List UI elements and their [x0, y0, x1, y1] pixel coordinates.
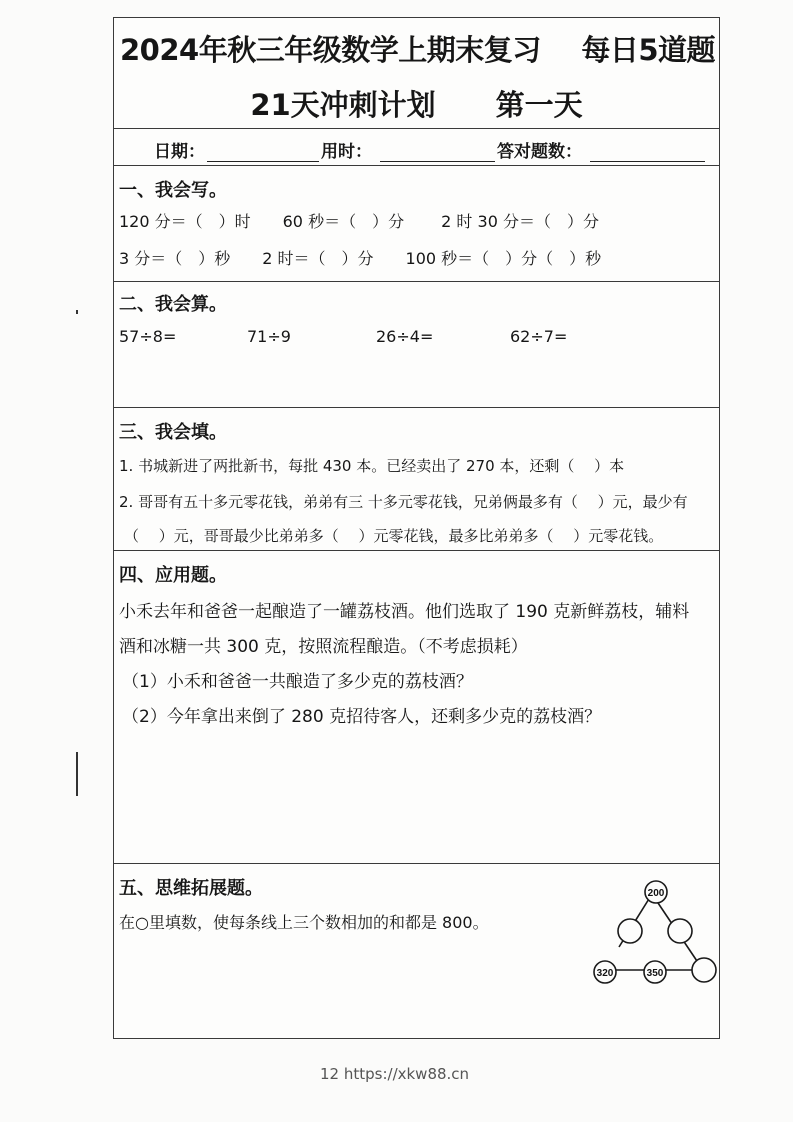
worksheet	[113, 17, 720, 1039]
section-fill	[114, 408, 719, 551]
circle-bottom-left-value: 320	[596, 968, 614, 979]
question-line: 120 分＝（ ）时 60 秒＝（ ）分 2 时 30 分＝（ ）分	[119, 212, 599, 231]
sub-question: （2）今年拿出来倒了 280 克招待客人，还剩多少克的荔枝酒？	[122, 707, 602, 727]
question-line: 2. 哥哥有五十多元零花钱，弟弟有三 十多元零花钱，兄弟俩最多有（ ）元，最少有	[119, 493, 688, 511]
question-line: 1. 书城新进了两批新书，每批 430 本。已经卖出了 270 本，还剩（ ）本	[119, 457, 625, 475]
calc-item: 71÷9	[247, 327, 291, 346]
question-line: （ ）元，哥哥最少比弟弟多（ ）元零花钱，最多比弟弟多（ ）元零花钱。	[124, 527, 664, 545]
section-application	[114, 551, 719, 864]
score-field[interactable]	[590, 145, 705, 162]
info-row	[114, 129, 719, 166]
title-tag: 每日5道题	[581, 33, 715, 67]
question-line: 3 分＝（ ）秒 2 时＝（ ）分 100 秒＝（ ）分（ ）秒	[119, 249, 602, 268]
title-block	[114, 18, 719, 129]
scan-mark	[76, 752, 78, 796]
calc-item: 26÷4=	[376, 327, 434, 346]
calc-item: 57÷8=	[119, 327, 177, 346]
section-heading: 二、我会算。	[119, 294, 227, 315]
circle-top-value: 200	[647, 888, 665, 899]
scan-mark	[76, 310, 78, 314]
problem-text: 在○里填数，使每条线上三个数相加的和都是 800。	[119, 913, 489, 932]
calc-item: 62÷7=	[510, 327, 568, 346]
section-heading: 一、我会写。	[119, 180, 227, 201]
time-field[interactable]	[380, 145, 495, 162]
section-calculate	[114, 282, 719, 408]
score-label: 答对题数：	[497, 142, 582, 162]
date-label: 日期：	[154, 142, 205, 162]
section-heading: 五、思维拓展题。	[119, 878, 263, 899]
sub-question: （1）小禾和爸爸一共酿造了多少克的荔枝酒？	[122, 672, 473, 692]
subtitle-plan: 21天冲刺计划	[250, 88, 436, 122]
section-write	[114, 166, 719, 282]
section-extension	[114, 864, 719, 1040]
circle-bottom-middle-value: 350	[646, 968, 664, 979]
subtitle-day: 第一天	[495, 88, 583, 122]
section-heading: 三、我会填。	[119, 422, 227, 443]
problem-text: 小禾去年和爸爸一起酿造了一罐荔枝酒。他们选取了 190 克新鲜荔枝，辅料	[119, 602, 690, 622]
date-field[interactable]	[207, 145, 319, 162]
title-main: 2024年秋三年级数学上期末复习	[120, 33, 541, 67]
problem-text: 酒和冰糖一共 300 克，按照流程酿造。（不考虑损耗）	[119, 637, 528, 657]
time-label: 用时：	[321, 142, 372, 162]
section-heading: 四、应用题。	[119, 565, 227, 586]
number-triangle-diagram	[586, 872, 721, 992]
page-footer: 12 https://xkw88.cn	[320, 1065, 470, 1083]
